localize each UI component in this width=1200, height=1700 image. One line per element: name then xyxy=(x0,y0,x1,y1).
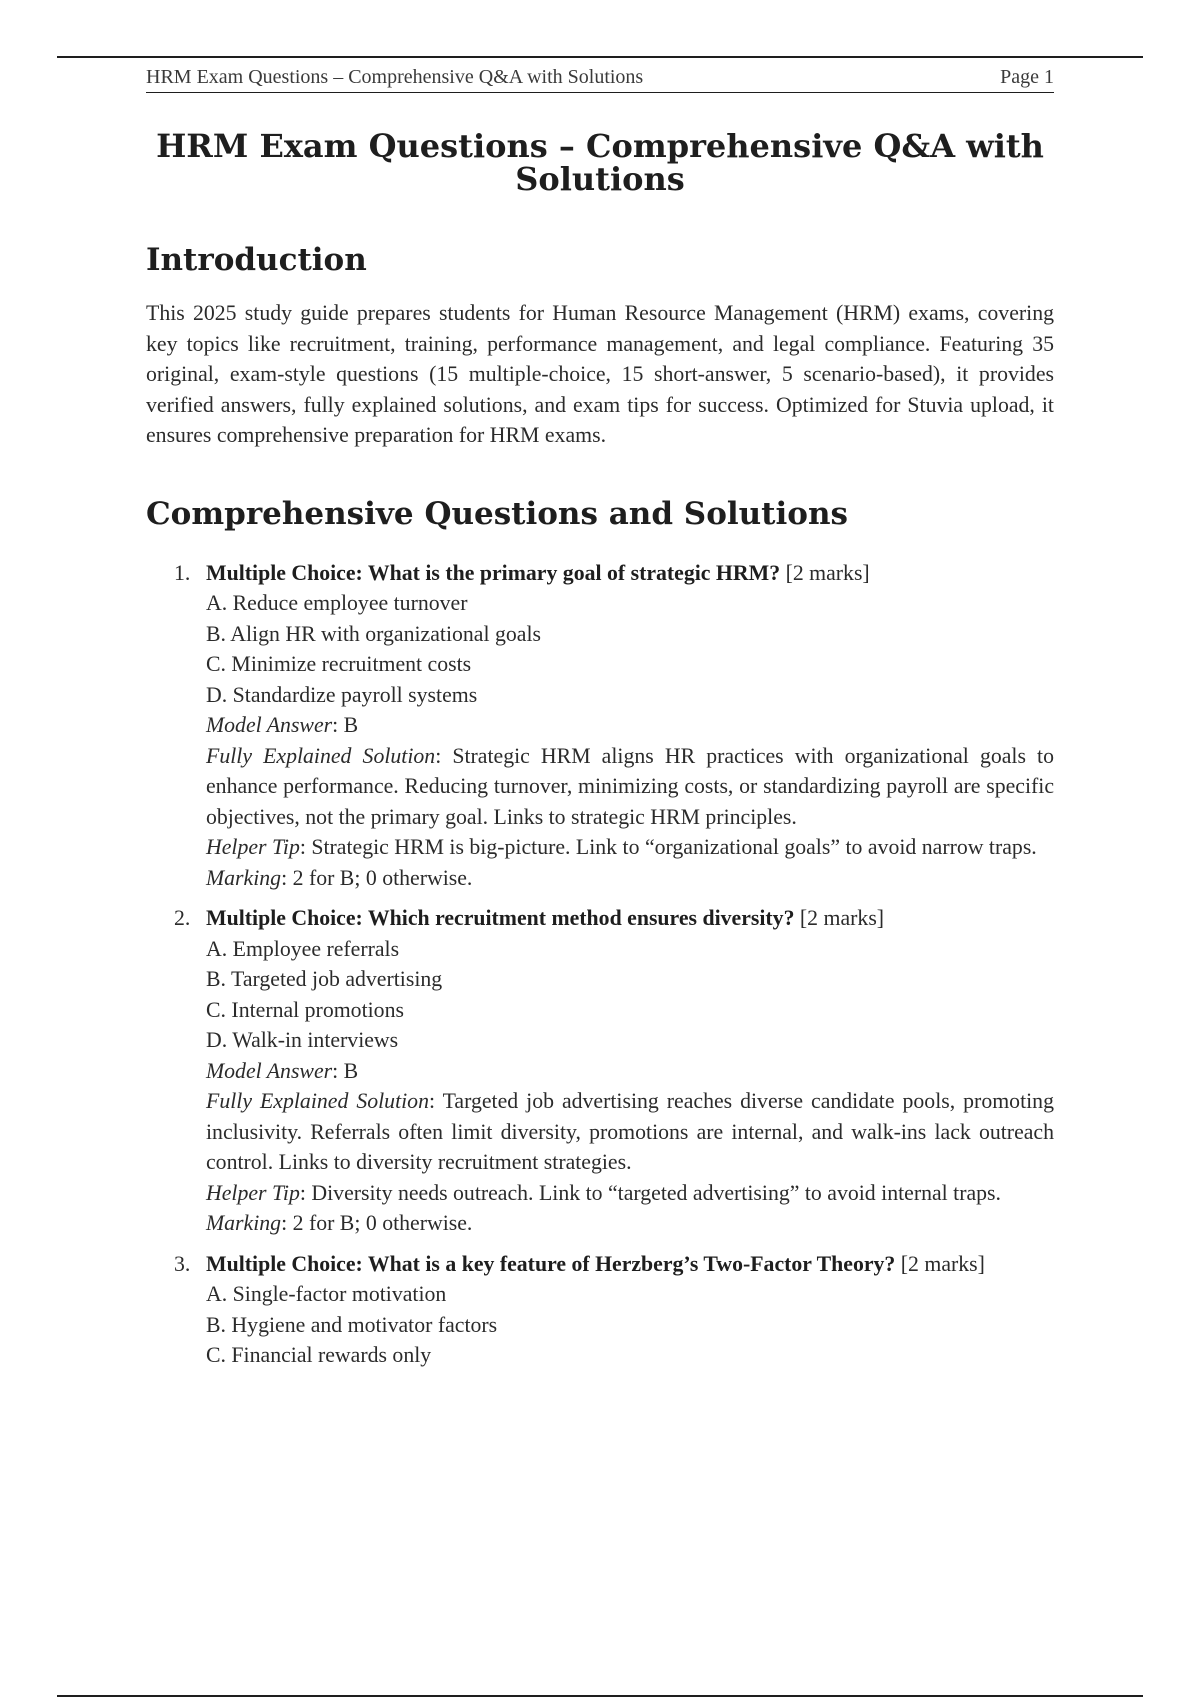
running-header xyxy=(146,66,1054,93)
marking: Marking: 2 for B; 0 otherwise. xyxy=(206,865,473,890)
option-c: C. Financial rewards only xyxy=(206,1343,432,1367)
question-1 xyxy=(146,558,1054,894)
option-a: A. Employee referrals xyxy=(206,936,400,961)
marking: Marking: 2 for B; 0 otherwise. xyxy=(206,1211,473,1235)
solution-label: Fully Explained Solution xyxy=(206,1089,429,1113)
top-rule xyxy=(57,56,1143,58)
question-stem xyxy=(206,1249,1054,1280)
question-stem xyxy=(206,558,1054,589)
model-answer: Model Answer: B xyxy=(206,713,359,737)
marking-label: Marking xyxy=(206,865,282,890)
question-marks: [2 marks] xyxy=(785,560,870,585)
document-title-line-2: Solutions xyxy=(515,160,685,198)
question-3 xyxy=(146,1249,1054,1371)
questions-heading: Comprehensive Questions and Solutions xyxy=(146,495,848,532)
document-page xyxy=(146,66,1054,1381)
solution-label: Fully Explained Solution xyxy=(206,743,436,768)
document-title xyxy=(146,127,1054,198)
question-stem xyxy=(206,903,1054,934)
page-number: Page 1 xyxy=(1000,66,1054,88)
introduction-paragraph: This 2025 study guide prepares students for Human Resource Management (HRM) exams, covering key topics like recruitment, training, performance management, and legal compliance. Featuring 35 original, exam-style questions (15 multiple-choice, 15 short-answer, 5 scenario-based), it provides verified answers, fully explained solutions, and exam tips for success. Optimized for Stuvia upload, it ensures comprehensive preparation for HRM exams. xyxy=(146,301,1054,447)
question-text: Multiple Choice: What is the primary goal of strategic HRM? xyxy=(206,560,781,585)
helper-tip: Helper Tip: Diversity needs outreach. Link to “targeted advertising” to avoid internal traps. xyxy=(206,1180,1001,1205)
tip-label: Helper Tip xyxy=(206,835,300,859)
tip-text: Strategic HRM is big-picture. Link to “organizational goals” to avoid narrow traps. xyxy=(311,835,1037,859)
model-answer-label: Model Answer xyxy=(206,1058,333,1083)
solution-text: Targeted job advertising reaches diverse candidate pools, promoting inclusivity. Referrals often limit diversity, promotions are internal, and walk-ins lack outreach control. Links to diversity recruitment strategies. xyxy=(206,1089,1054,1174)
question-marks: [2 marks] xyxy=(900,1251,985,1276)
question-text: Multiple Choice: What is a key feature of Herzberg’s Two-Factor Theory? xyxy=(206,1251,896,1276)
option-d: D. Walk-in interviews xyxy=(206,1028,399,1052)
option-a: A. Single-factor motivation xyxy=(206,1282,447,1306)
option-b: B. Align HR with organizational goals xyxy=(206,621,541,646)
tip-text: Diversity needs outreach. Link to “targeted advertising” to avoid internal traps. xyxy=(311,1180,1001,1205)
solution: Fully Explained Solution: Targeted job advertising reaches diverse candidate pools, promoting inclusivity. Referrals often limit diversity, promotions are internal, and walk-ins lack outreach control. Links to diversity recruitment strategies. xyxy=(206,1089,1054,1174)
option-c: C. Minimize recruitment costs xyxy=(206,652,472,676)
model-answer-value: B xyxy=(343,1058,359,1083)
introduction-heading: Introduction xyxy=(146,242,367,278)
model-answer-value: B xyxy=(343,713,359,737)
running-title: HRM Exam Questions – Comprehensive Q&A with Solutions xyxy=(146,66,644,88)
model-answer-label: Model Answer xyxy=(206,713,333,737)
model-answer: Model Answer: B xyxy=(206,1058,359,1083)
option-c: C. Internal promotions xyxy=(206,997,404,1022)
question-list xyxy=(146,558,1054,1371)
marking-text: 2 for B; 0 otherwise. xyxy=(292,865,473,890)
tip-label: Helper Tip xyxy=(206,1180,300,1205)
question-number: 3. xyxy=(174,1251,191,1276)
marking-text: 2 for B; 0 otherwise. xyxy=(292,1211,473,1235)
question-number: 2. xyxy=(174,906,191,930)
helper-tip: Helper Tip: Strategic HRM is big-picture. Link to “organizational goals” to avoid narrow traps. xyxy=(206,835,1037,859)
option-b: B. Targeted job advertising xyxy=(206,967,443,991)
option-b: B. Hygiene and motivator factors xyxy=(206,1312,498,1337)
marking-label: Marking xyxy=(206,1211,282,1235)
question-2 xyxy=(146,903,1054,1239)
option-a: A. Reduce employee turnover xyxy=(206,591,468,615)
bottom-rule xyxy=(57,1695,1143,1697)
option-d: D. Standardize payroll systems xyxy=(206,682,478,707)
question-text: Multiple Choice: Which recruitment method ensures diversity? xyxy=(206,906,795,930)
solution-text: Strategic HRM aligns HR practices with organizational goals to enhance performance. Reducing turnover, minimizing costs, or standardizing payroll are specific objectives, not the primary goal. Links to strategic HRM principles. xyxy=(206,743,1055,829)
document-title-line-1: HRM Exam Questions – Comprehensive Q&A with xyxy=(156,127,1044,165)
question-number: 1. xyxy=(174,560,191,585)
question-marks: [2 marks] xyxy=(799,906,885,930)
solution: Fully Explained Solution: Strategic HRM aligns HR practices with organizational goals to enhance performance. Reducing turnover, minimizing costs, or standardizing payroll are specific objectives, not the primary goal. Links to strategic HRM principles. xyxy=(206,743,1055,829)
